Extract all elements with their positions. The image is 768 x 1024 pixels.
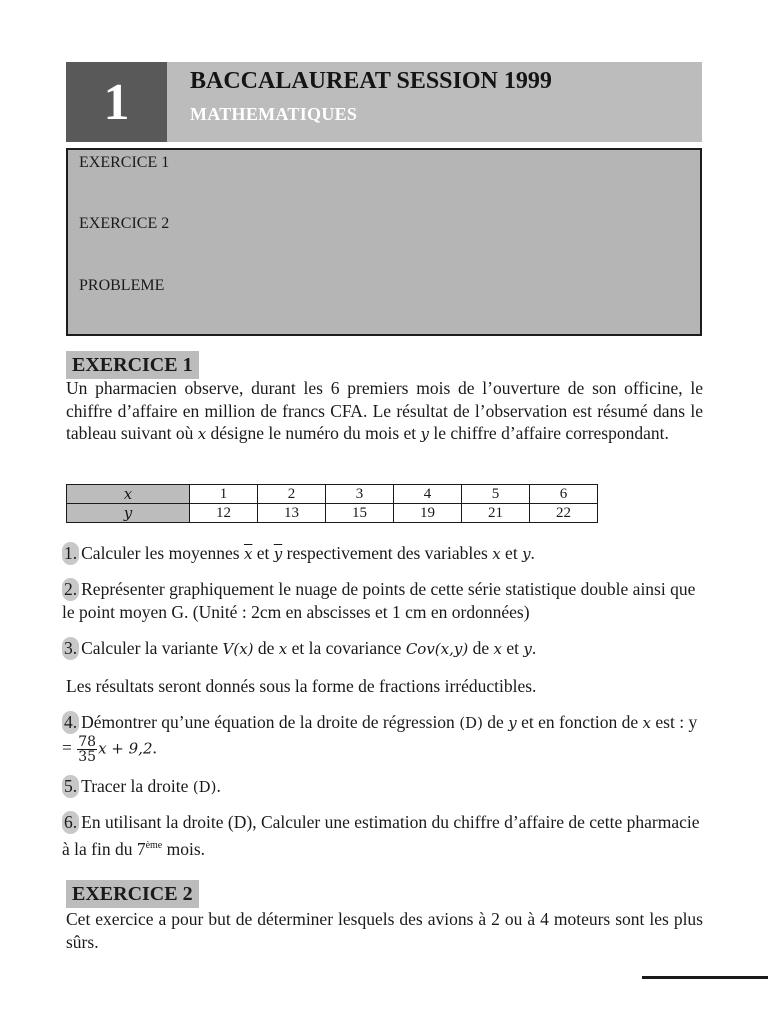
question-4: 4. Démontrer qu’une équation de la droite de régression (D) de y et en fonction de x est : y = $\frac{78}{35}$ x + 9,2. bbox=[62, 712, 698, 765]
toc-item-exercice-1: EXERCICE 1 bbox=[79, 154, 170, 171]
question-number: 2. bbox=[64, 579, 78, 599]
table-header-y: y bbox=[67, 504, 190, 523]
table-cell: 21 bbox=[462, 504, 530, 523]
toc-item-exercice-2: EXERCICE 2 bbox=[79, 215, 170, 232]
page-subtitle: MATHEMATIQUES bbox=[190, 104, 358, 124]
chapter-number: 1 bbox=[66, 62, 167, 142]
table-of-contents bbox=[66, 148, 702, 336]
page-title: BACCALAUREAT SESSION 1999 bbox=[190, 68, 552, 94]
fraction: $\frac{78}{35}$ bbox=[78, 734, 97, 765]
table-cell: 6 bbox=[530, 485, 598, 504]
results-note: Les résultats seront donnés sous la forme de fractions irréductibles. bbox=[66, 676, 537, 696]
footer-rule bbox=[642, 976, 768, 979]
table-cell: 12 bbox=[190, 504, 258, 523]
question-2: 2. Représenter graphiquement le nuage de points de cette série statistique double ainsi que le point moyen G. (Unité : 2cm en abscisses et 1 cm en ordonnées) bbox=[62, 579, 696, 622]
section-heading-exercice-2: EXERCICE 2 bbox=[66, 880, 199, 908]
question-number: 6. bbox=[64, 812, 78, 832]
table-cell: 19 bbox=[394, 504, 462, 523]
data-table bbox=[66, 484, 598, 523]
question-6: 6. En utilisant la droite (D), Calculer une estimation du chiffre d’affaire de cette pharmacie à la fin du 7ème mois. bbox=[62, 812, 700, 859]
table-cell: 15 bbox=[326, 504, 394, 523]
table-cell: 3 bbox=[326, 485, 394, 504]
chapter-header bbox=[66, 62, 702, 142]
table-cell: 2 bbox=[258, 485, 326, 504]
table-cell: 4 bbox=[394, 485, 462, 504]
table-cell: 22 bbox=[530, 504, 598, 523]
question-5: 5. Tracer la droite (D). bbox=[64, 776, 221, 796]
question-1: 1. Calculer les moyennes $\overline{x}$ et $\overline{y}$ respectivement des variables x et y. bbox=[64, 543, 535, 563]
table-row bbox=[67, 504, 598, 523]
question-3: 3. Calculer la variante V(x) de x et la covariance Cov(x,y) de x et y. bbox=[64, 638, 537, 658]
table-header-x: x bbox=[67, 485, 190, 504]
table-cell: 1 bbox=[190, 485, 258, 504]
section-heading-exercice-1: EXERCICE 1 bbox=[66, 351, 199, 379]
exercice-2-intro: Cet exercice a pour but de déterminer lesquels des avions à 2 ou à 4 moteurs sont les plus sûrs. bbox=[66, 909, 703, 952]
table-cell: 5 bbox=[462, 485, 530, 504]
question-number: 3. bbox=[64, 638, 78, 658]
toc-item-probleme: PROBLEME bbox=[79, 277, 165, 294]
exercice-1-intro: Un pharmacien observe, durant les 6 premiers mois de l’ouverture de son officine, le chiffre d’affaire en million de francs CFA. Le résultat de l’observation est résumé dans le tableau suivant où x désigne le numéro du mois et y le chiffre d’affaire correspondant. bbox=[66, 378, 703, 443]
question-number: 1. bbox=[64, 543, 78, 563]
question-number: 4. bbox=[64, 712, 78, 732]
question-number: 5. bbox=[64, 776, 78, 796]
table-row bbox=[67, 485, 598, 504]
table-cell: 13 bbox=[258, 504, 326, 523]
